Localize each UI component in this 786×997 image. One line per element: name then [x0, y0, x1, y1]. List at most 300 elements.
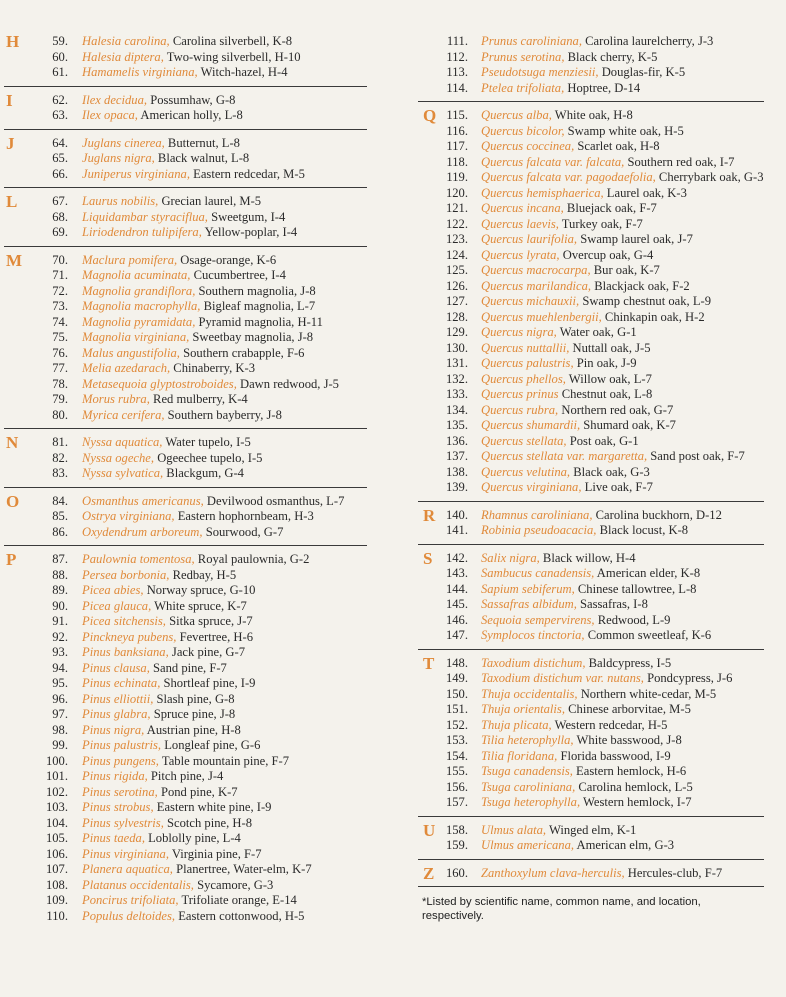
tree-entry: [2, 707, 367, 723]
common-name-location: Water oak, G-1: [556, 325, 637, 339]
letter-section: [2, 133, 367, 183]
common-name-location: Carolina silverbell, K-8: [169, 34, 293, 48]
scientific-name: Planera aquatica,: [82, 862, 173, 876]
entry-number: 83.: [52, 466, 68, 480]
tree-entry: [2, 738, 367, 754]
tree-entry: [2, 377, 367, 393]
tree-entry: [418, 702, 764, 718]
letter-section: [2, 491, 367, 541]
tree-entry: [2, 346, 367, 362]
entry-number: 130.: [445, 340, 468, 355]
entry-number: 100.: [45, 753, 68, 768]
common-name-location: Longleaf pine, G-6: [161, 738, 261, 752]
common-name-location: Dawn redwood, J-5: [236, 376, 339, 391]
scientific-name: Quercus stellata var. margaretta,: [481, 449, 648, 463]
entry-number: 114.: [446, 80, 468, 95]
common-name-location: Overcup oak, G-4: [559, 247, 654, 262]
scientific-name: Picea glauca,: [82, 598, 152, 613]
entry-number: 60.: [52, 49, 68, 64]
scientific-name: Quercus falcata var. falcata,: [481, 154, 625, 169]
entry-number: 102.: [45, 784, 68, 799]
scientific-name: Zanthoxylum clava-herculis,: [481, 865, 625, 880]
common-name-location: Winged elm, K-1: [546, 822, 637, 837]
tree-entry: [2, 893, 367, 909]
common-name-location: Southern bayberry, J-8: [164, 407, 282, 422]
entry-number: 154.: [445, 748, 468, 763]
tree-entry: [418, 325, 764, 341]
tree-entry: [2, 509, 367, 525]
entry-number: 160.: [445, 865, 468, 880]
entry-number: 109.: [45, 893, 68, 907]
common-name-location: Blackgum, G-4: [163, 466, 244, 480]
tree-entry: [2, 65, 367, 81]
tree-entry: [418, 186, 764, 202]
common-name-location: Nuttall oak, J-5: [569, 340, 651, 355]
entry-number: 126.: [445, 278, 468, 293]
scientific-name: Sequoia sempervirens,: [481, 612, 595, 627]
entry-number: 84.: [52, 493, 68, 508]
tree-entry: [418, 50, 764, 66]
common-name-location: Trifoliate orange, E-14: [178, 893, 297, 907]
common-name-location: Redbay, H-5: [169, 567, 237, 582]
tree-entry: [2, 466, 367, 482]
scientific-name: Quercus velutina,: [481, 464, 571, 479]
entry-number: 101.: [45, 769, 68, 783]
tree-entry: [2, 225, 367, 241]
tree-entry: [2, 250, 367, 270]
section-letter: Q: [423, 106, 437, 125]
entry-number: 85.: [52, 509, 68, 523]
common-name-location: Chinese tallowtree, L-8: [574, 581, 697, 596]
scientific-name: Quercus falcata var. pagodaefolia,: [481, 170, 656, 184]
common-name-location: Red mulberry, K-4: [149, 392, 248, 406]
scientific-name: Quercus prinus: [481, 387, 559, 401]
common-name-location: Pin oak, J-9: [573, 356, 637, 370]
section-letter: R: [423, 505, 436, 525]
entry-number: 115.: [446, 108, 468, 122]
tree-entry: [418, 232, 764, 248]
tree-entry: [418, 548, 764, 568]
tree-entry: [2, 583, 367, 599]
common-name-location: Witch-hazel, H-4: [197, 65, 288, 79]
scientific-name: Sambucus canadensis,: [481, 566, 595, 580]
entry-number: 98.: [52, 722, 68, 737]
common-name-location: Bluejack oak, F-7: [563, 201, 657, 215]
scientific-name: Tilia heterophylla,: [481, 733, 574, 747]
letter-section: [418, 653, 764, 811]
scientific-name: Pinus pungens,: [82, 753, 159, 768]
scientific-name: Prunus serotina,: [481, 49, 565, 64]
section-letter: L: [6, 192, 18, 211]
entry-number: 133.: [445, 387, 468, 401]
entry-number: 64.: [52, 135, 68, 150]
common-name-location: Eastern hophornbeam, H-3: [174, 509, 314, 523]
common-name-location: Eastern cottonwood, H-5: [175, 908, 305, 923]
common-name-location: Jack pine, G-7: [168, 645, 246, 659]
common-name-location: Carolina hemlock, L-5: [575, 779, 693, 794]
scientific-name: Quercus palustris,: [481, 356, 574, 370]
entry-number: 77.: [52, 361, 68, 375]
common-name-location: Norway spruce, G-10: [143, 583, 256, 597]
common-name-location: Sweetbay magnolia, J-8: [189, 330, 314, 344]
scientific-name: Ptelea trifoliata,: [481, 80, 565, 95]
common-name-location: Laurel oak, K-3: [603, 185, 687, 200]
entry-number: 117.: [446, 139, 468, 153]
tree-entry: [418, 480, 764, 496]
entry-number: 155.: [445, 764, 468, 778]
section-divider: [418, 649, 764, 650]
entry-number: 80.: [52, 407, 68, 422]
entry-number: 99.: [52, 738, 68, 752]
common-name-location: Common sweetleaf, K-6: [584, 628, 712, 642]
scientific-name: Thuja orientalis,: [481, 702, 565, 716]
tree-entry: [2, 723, 367, 739]
entry-number: 76.: [52, 345, 68, 360]
common-name-location: Southern crabapple, F-6: [179, 345, 305, 360]
entry-number: 90.: [52, 598, 68, 613]
common-name-location: Douglas-fir, K-5: [598, 65, 686, 79]
scientific-name: Thuja plicata,: [481, 717, 552, 732]
section-divider: [418, 101, 764, 102]
left-column: [2, 34, 367, 924]
letter-section: [418, 505, 764, 539]
entry-number: 65.: [52, 151, 68, 165]
entry-number: 149.: [445, 671, 468, 685]
right-groups: [418, 34, 764, 881]
tree-entry: [418, 124, 764, 140]
entry-number: 142.: [445, 550, 468, 565]
common-name-location: Southern red oak, I-7: [624, 154, 735, 169]
scientific-name: Malus angustifolia,: [82, 345, 180, 360]
common-name-location: Swamp white oak, H-5: [564, 123, 684, 138]
scientific-name: Tsuga caroliniana,: [481, 779, 576, 794]
entry-number: 79.: [52, 392, 68, 406]
entry-number: 97.: [52, 707, 68, 721]
scientific-name: Morus rubra,: [82, 392, 150, 406]
tree-entry: [2, 194, 367, 210]
common-name-location: Scarlet oak, H-8: [574, 139, 660, 153]
letter-section: [2, 552, 367, 924]
tree-entry: [418, 155, 764, 171]
tree-entry: [2, 661, 367, 677]
common-name-location: Live oak, F-7: [581, 480, 653, 494]
section-letter: O: [6, 491, 20, 511]
entry-number: 110.: [46, 908, 68, 923]
tree-entry: [418, 465, 764, 481]
entry-number: 136.: [445, 433, 468, 448]
tree-entry: [418, 108, 764, 124]
common-name-location: Shumard oak, K-7: [580, 418, 676, 432]
section-divider: [4, 487, 367, 488]
letter-section: [2, 250, 367, 424]
tree-entry: [2, 800, 367, 816]
tree-entry: [418, 764, 764, 780]
common-name-location: Two-wing silverbell, H-10: [163, 49, 301, 64]
tree-entry: [2, 754, 367, 770]
entry-number: 93.: [52, 645, 68, 659]
scientific-name: Pinus rigida,: [82, 769, 148, 783]
tree-entry: [2, 599, 367, 615]
entry-number: 156.: [445, 779, 468, 794]
tree-entry: [418, 248, 764, 264]
scientific-name: Liquidambar styraciflua,: [82, 209, 208, 224]
scientific-name: Magnolia macrophylla,: [82, 299, 201, 313]
scientific-name: Quercus stellata,: [481, 433, 567, 448]
tree-entry: [418, 294, 764, 310]
section-divider: [4, 545, 367, 546]
common-name-location: Baldcypress, I-5: [585, 655, 672, 670]
common-name-location: Table mountain pine, F-7: [158, 753, 290, 768]
entry-number: 62.: [52, 92, 68, 107]
common-name-location: Eastern white pine, I-9: [153, 800, 272, 814]
section-divider: [4, 428, 367, 429]
scientific-name: Hamamelis virginiana,: [82, 65, 198, 79]
scientific-name: Tsuga heterophylla,: [481, 795, 581, 809]
entry-number: 75.: [52, 330, 68, 344]
scientific-name: Quercus marilandica,: [481, 278, 592, 293]
tree-entry: [2, 491, 367, 511]
section-letter: M: [6, 250, 23, 270]
common-name-location: Planertree, Water-elm, K-7: [172, 862, 312, 876]
tree-entry: [2, 361, 367, 377]
scientific-name: Quercus laurifolia,: [481, 232, 578, 246]
common-name-location: Willow oak, L-7: [565, 371, 652, 386]
entry-number: 108.: [45, 877, 68, 892]
tree-entry: [2, 831, 367, 847]
tree-entry: [418, 139, 764, 155]
scientific-name: Oxydendrum arboreum,: [82, 524, 203, 539]
section-divider: [418, 501, 764, 502]
common-name-location: Sourwood, G-7: [202, 524, 284, 539]
scientific-name: Ilex decidua,: [82, 92, 148, 107]
entry-number: 94.: [52, 660, 68, 675]
tree-entry: [2, 151, 367, 167]
entry-number: 159.: [445, 838, 468, 852]
common-name-location: Blackjack oak, F-2: [591, 278, 690, 293]
common-name-location: Hoptree, D-14: [564, 80, 641, 95]
scientific-name: Magnolia virginiana,: [82, 330, 190, 344]
tree-entry: [418, 170, 764, 186]
entry-number: 104.: [45, 815, 68, 830]
entry-number: 87.: [52, 552, 68, 566]
tree-entry: [418, 34, 764, 50]
scientific-name: Pinus clausa,: [82, 660, 150, 675]
common-name-location: Pond pine, K-7: [157, 784, 238, 799]
entry-number: 150.: [445, 686, 468, 701]
common-name-location: Turkey oak, F-7: [558, 216, 643, 231]
scientific-name: Sassafras albidum,: [481, 597, 577, 611]
entry-number: 116.: [446, 123, 468, 138]
entry-number: 140.: [445, 507, 468, 522]
common-name-location: Northern white-cedar, M-5: [577, 686, 717, 701]
scientific-name: Nyssa aquatica,: [82, 435, 163, 449]
tree-entry: [2, 568, 367, 584]
scientific-name: Quercus phellos,: [481, 371, 566, 386]
scientific-name: Nyssa ogeche,: [82, 450, 155, 465]
common-name-location: Hercules-club, F-7: [624, 865, 723, 880]
scientific-name: Myrica cerifera,: [82, 407, 165, 422]
scientific-name: Halesia diptera,: [82, 49, 164, 64]
entry-number: 122.: [445, 216, 468, 231]
scientific-name: Osmanthus americanus,: [82, 493, 204, 508]
entry-number: 144.: [445, 581, 468, 596]
section-letter: U: [423, 820, 436, 840]
entry-number: 143.: [445, 566, 468, 580]
scientific-name: Juniperus virginiana,: [82, 166, 190, 181]
common-name-location: White spruce, K-7: [151, 598, 247, 613]
letter-section: [2, 34, 367, 81]
scientific-name: Halesia carolina,: [82, 34, 170, 48]
common-name-location: Sand post oak, F-7: [647, 449, 745, 463]
letter-section: [2, 90, 367, 124]
section-letter: Z: [423, 863, 435, 883]
section-letter: P: [6, 550, 17, 569]
letter-section: [418, 863, 764, 883]
letter-section: [418, 548, 764, 644]
common-name-location: Western hemlock, I-7: [580, 795, 692, 809]
tree-entry: [2, 614, 367, 630]
scientific-name: Quercus nigra,: [481, 325, 557, 339]
common-name-location: Possumhaw, G-8: [147, 92, 236, 107]
common-name-location: Loblolly pine, L-4: [144, 831, 241, 845]
tree-entry: [418, 780, 764, 796]
letter-section: [2, 194, 367, 241]
tree-entry: [2, 785, 367, 801]
scientific-name: Ulmus americana,: [481, 838, 575, 852]
scientific-name: Pinus nigra,: [82, 722, 145, 737]
tree-entry: [418, 387, 764, 403]
tree-entry: [418, 613, 764, 629]
scientific-name: Quercus rubra,: [481, 402, 559, 417]
entry-number: 69.: [52, 225, 68, 239]
common-name-location: Chestnut oak, L-8: [558, 387, 653, 401]
common-name-location: Royal paulownia, G-2: [194, 552, 310, 566]
scientific-name: Quercus virginiana,: [481, 480, 582, 494]
entry-number: 78.: [52, 376, 68, 391]
scientific-name: Quercus shumardii,: [481, 418, 581, 432]
entry-number: 82.: [52, 450, 68, 465]
tree-entry: [2, 133, 367, 153]
scientific-name: Sapium sebiferum,: [481, 581, 575, 596]
scientific-name: Pinus banksiana,: [82, 645, 169, 659]
entry-number: 89.: [52, 583, 68, 597]
scientific-name: Quercus michauxii,: [481, 294, 580, 308]
scientific-name: Symplocos tinctoria,: [481, 628, 585, 642]
tree-entry: [2, 847, 367, 863]
tree-entry: [2, 315, 367, 331]
tree-entry: [418, 718, 764, 734]
tree-entry: [418, 795, 764, 811]
entry-number: 86.: [52, 524, 68, 539]
scientific-name: Ulmus alata,: [481, 822, 547, 837]
entry-number: 73.: [52, 299, 68, 313]
entry-number: 128.: [445, 309, 468, 324]
entry-number: 91.: [52, 614, 68, 628]
tree-entry: [2, 392, 367, 408]
scientific-name: Maclura pomifera,: [82, 252, 178, 267]
scientific-name: Tsuga canadensis,: [481, 764, 573, 778]
entry-number: 106.: [45, 846, 68, 861]
entry-number: 146.: [445, 612, 468, 627]
scientific-name: Thuja occidentalis,: [481, 686, 578, 701]
tree-entry: [418, 671, 764, 687]
entry-number: 111.: [446, 34, 468, 48]
entry-number: 157.: [445, 795, 468, 809]
common-name-location: Southern magnolia, J-8: [195, 283, 316, 298]
tree-entry: [418, 341, 764, 357]
common-name-location: Swamp chestnut oak, L-9: [579, 294, 712, 308]
entry-number: 81.: [52, 435, 68, 449]
scientific-name: Quercus muehlenbergii,: [481, 309, 602, 324]
entry-number: 125.: [445, 263, 468, 277]
common-name-location: Black walnut, L-8: [154, 151, 250, 165]
scientific-name: Taxodium distichum var. nutans,: [481, 671, 644, 685]
tree-entry: [2, 676, 367, 692]
scientific-name: Picea sitchensis,: [82, 614, 166, 628]
tree-entry: [2, 167, 367, 183]
common-name-location: Black willow, H-4: [539, 550, 636, 565]
tree-entry: [418, 217, 764, 233]
common-name-location: Devilwood osmanthus, L-7: [203, 493, 345, 508]
common-name-location: Post oak, G-1: [566, 433, 639, 448]
tree-entry: [2, 330, 367, 346]
scientific-name: Nyssa sylvatica,: [82, 466, 164, 480]
tree-entry: [2, 268, 367, 284]
entry-number: 107.: [45, 862, 68, 876]
entry-number: 148.: [445, 655, 468, 670]
tree-entry: [418, 372, 764, 388]
entry-number: 71.: [52, 268, 68, 282]
common-name-location: American holly, L-8: [137, 108, 243, 122]
tree-entry: [2, 34, 367, 50]
tree-entry: [418, 505, 764, 525]
scientific-name: Pseudotsuga menziesii,: [481, 65, 599, 79]
entry-number: 124.: [445, 247, 468, 262]
entry-number: 145.: [445, 597, 468, 611]
tree-entry: [2, 90, 367, 110]
scientific-name: Picea abies,: [82, 583, 144, 597]
entry-number: 103.: [45, 800, 68, 814]
tree-entry: [418, 403, 764, 419]
section-letter: S: [423, 548, 433, 568]
entry-number: 147.: [445, 628, 468, 642]
entry-number: 119.: [446, 170, 468, 184]
common-name-location: Cherrybark oak, G-3: [655, 170, 764, 184]
scientific-name: Metasequoia glyptostroboides,: [82, 376, 237, 391]
entry-number: 132.: [445, 371, 468, 386]
common-name-location: Bur oak, K-7: [590, 263, 660, 277]
tree-entry: [418, 279, 764, 295]
common-name-location: Eastern redcedar, M-5: [189, 166, 305, 181]
tree-entry: [418, 863, 764, 883]
tree-entry: [2, 451, 367, 467]
section-letter: J: [6, 133, 15, 153]
common-name-location: Cucumbertree, I-4: [190, 268, 286, 282]
tree-entry: [2, 862, 367, 878]
entry-number: 92.: [52, 629, 68, 644]
scientific-name: Pinus palustris,: [82, 738, 162, 752]
tree-entry: [2, 816, 367, 832]
common-name-location: Pitch pine, J-4: [147, 769, 224, 783]
common-name-location: Sassafras, I-8: [576, 597, 648, 611]
tree-entry: [418, 81, 764, 97]
tree-entry: [418, 449, 764, 465]
entry-number: 141.: [445, 523, 468, 537]
tree-entry: [418, 582, 764, 598]
scientific-name: Liriodendron tulipifera,: [82, 225, 202, 239]
tree-entry: [2, 435, 367, 451]
tree-entry: [2, 210, 367, 226]
